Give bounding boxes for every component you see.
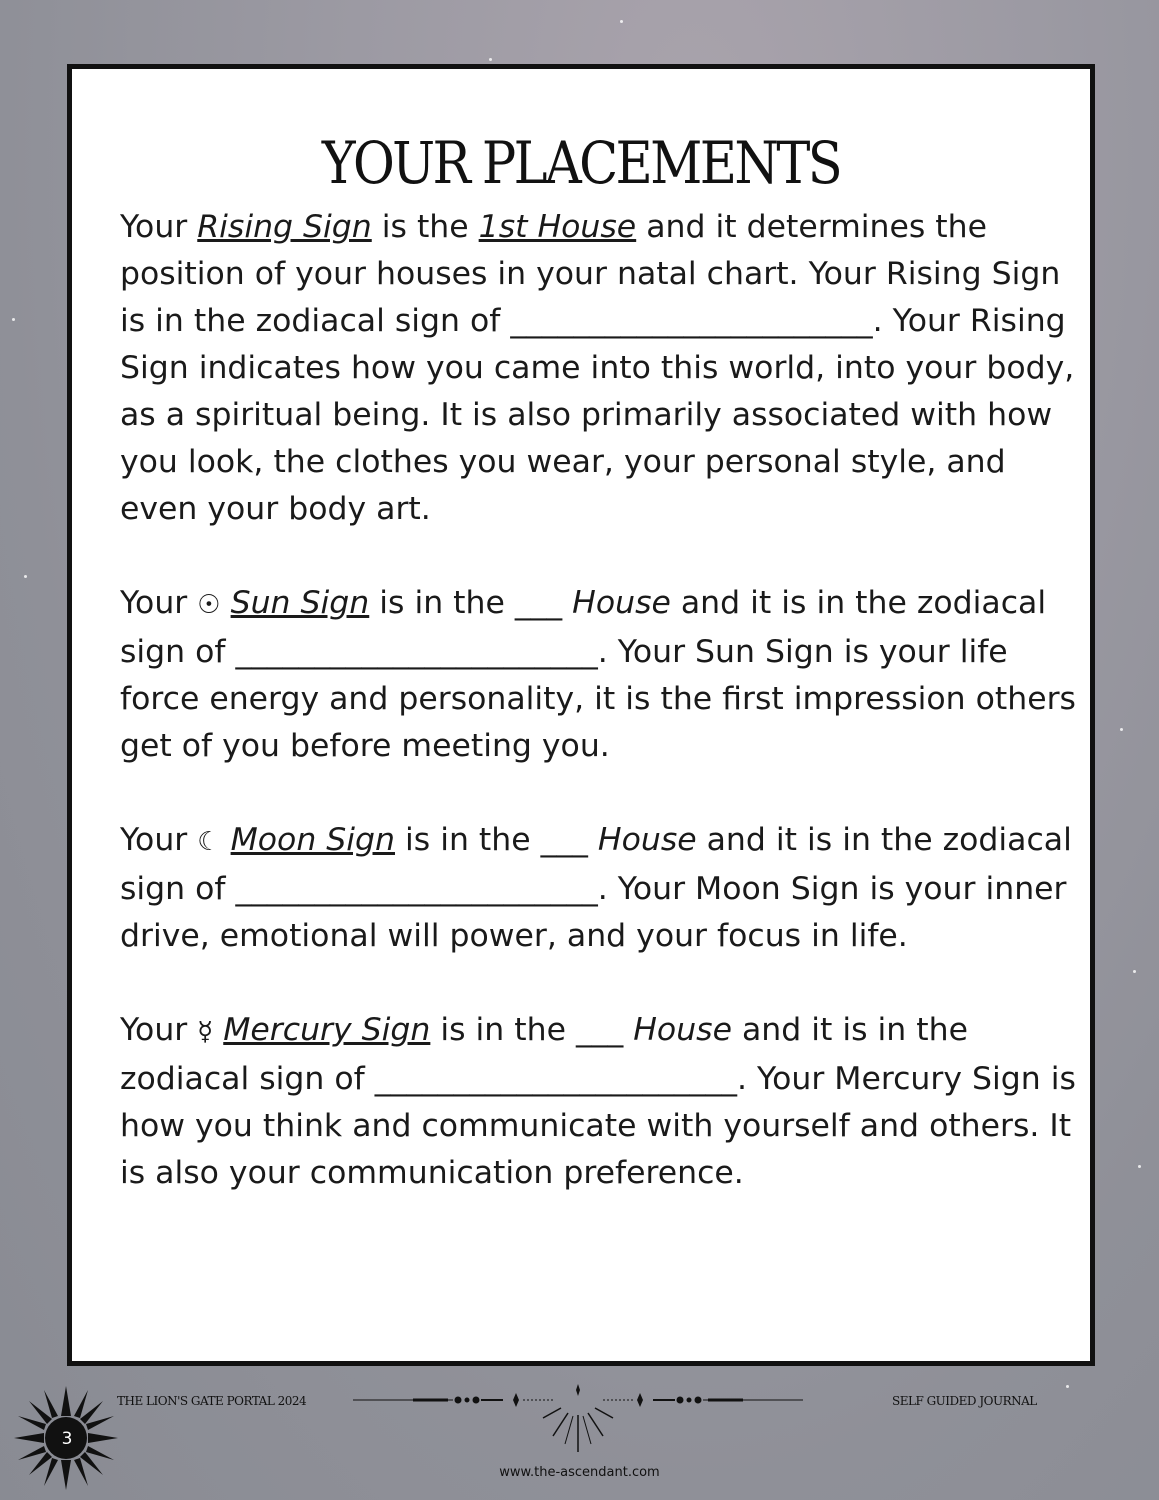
placements-body xyxy=(120,204,1080,1244)
star xyxy=(24,575,27,578)
text: Your xyxy=(120,822,198,858)
star xyxy=(1138,1165,1141,1168)
rising-sign-term: Rising Sign xyxy=(197,209,372,245)
house-label: House xyxy=(597,822,697,858)
star xyxy=(12,318,15,321)
text: is in the ___ xyxy=(395,822,598,858)
sun-sign-term: Sun Sign xyxy=(230,585,370,621)
text: Your xyxy=(120,1012,198,1048)
text: is in the ___ xyxy=(369,585,573,621)
website-url[interactable]: www.the-ascendant.com xyxy=(499,1465,660,1480)
moon-glyph-icon: ☾ xyxy=(197,827,221,857)
text: Your xyxy=(120,585,198,621)
page-number: 3 xyxy=(61,1429,73,1449)
first-house-term: 1st House xyxy=(478,209,637,245)
rising-paragraph xyxy=(120,204,1080,533)
page-title: YOUR PLACEMENTS xyxy=(321,129,841,197)
footer-subtitle: SELF GUIDED JOURNAL xyxy=(892,1394,1037,1408)
sun-paragraph xyxy=(120,580,1080,770)
mercury-paragraph xyxy=(120,1007,1080,1197)
text: and it is in the zodiacal sign of _______________________. Your Mercury Sign is how you think and communicate with yourself and others. It is also your communication preference. xyxy=(120,1012,1076,1191)
footer-title: THE LION'S GATE PORTAL 2024 xyxy=(117,1394,307,1408)
text: is in the ___ xyxy=(430,1012,634,1048)
house-label: House xyxy=(572,585,671,621)
house-label: House xyxy=(633,1012,732,1048)
mercury-glyph-icon: ☿ xyxy=(197,1017,214,1047)
star xyxy=(1066,1385,1069,1388)
star xyxy=(620,20,623,23)
text: and it is in the zodiacal sign of _______________________. Your Moon Sign is your inner drive, emotional will power, and your focus in life. xyxy=(120,822,1072,954)
star xyxy=(489,58,492,61)
mercury-sign-term: Mercury Sign xyxy=(223,1012,431,1048)
text: Your xyxy=(120,209,198,245)
star xyxy=(1120,728,1123,731)
moon-paragraph xyxy=(120,817,1080,960)
sun-glyph-icon: ☉ xyxy=(197,590,221,620)
content-card xyxy=(67,64,1095,1366)
text: and it determines the position of your houses in your natal chart. Your Rising Sign is in the zodiacal sign of _______________________. Your Rising Sign indicates how you came into this world, into your body, as a spiritual being. It is also primarily associated with how you look, the clothes you wear, your personal style, and even your body art. xyxy=(120,209,1075,527)
text: and it is in the zodiacal sign of _______________________. Your Sun Sign is your life force energy and personality, it is the first impression others get of you before meeting you. xyxy=(120,585,1076,764)
star xyxy=(1133,970,1136,973)
text: is the xyxy=(371,209,479,245)
moon-sign-term: Moon Sign xyxy=(230,822,395,858)
moon-ornament-icon xyxy=(353,1380,803,1455)
